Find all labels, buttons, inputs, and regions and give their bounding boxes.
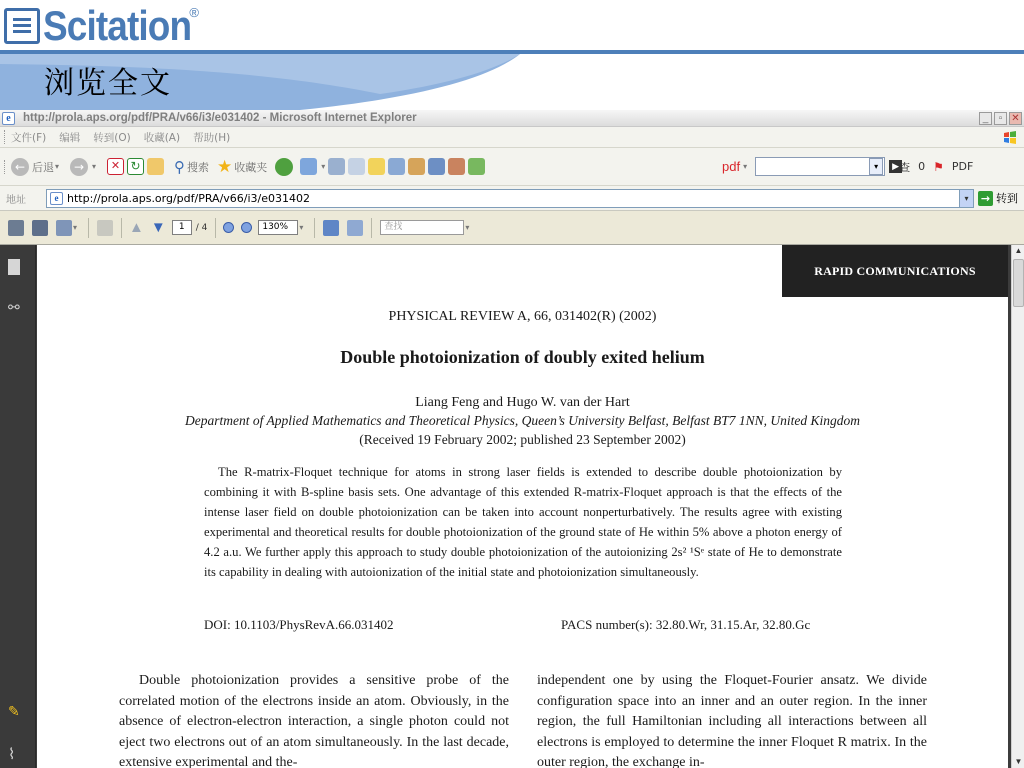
paper-affiliation: Department of Applied Mathematics and Theoretical Physics, Queen’s University Belfast, Belfast BT7 1NN, United Kingdom (184, 413, 861, 428)
body-column-right (537, 671, 927, 768)
back-arrow-icon: ← (11, 158, 29, 176)
registered-mark: ® (189, 4, 199, 20)
minimize-button[interactable]: _ (979, 112, 992, 125)
address-input[interactable] (46, 189, 974, 208)
comments-icon[interactable]: ✎ (8, 703, 20, 719)
history-icon[interactable] (275, 158, 293, 176)
chevron-down-icon: ▾ (55, 162, 60, 171)
menu-edit[interactable]: 编辑 (59, 131, 81, 144)
pdf-button[interactable]: PDF (951, 160, 974, 173)
search-label: 搜索 (187, 160, 210, 174)
toolbar-separator (314, 218, 315, 238)
chevron-down-icon: ▾ (465, 223, 470, 232)
menu-file[interactable]: 文件(F) (11, 131, 47, 144)
messenger-icon[interactable] (408, 158, 425, 175)
notes-icon[interactable] (368, 158, 385, 175)
hand-tool-icon[interactable] (97, 220, 113, 236)
paper-authors: Liang Feng and Hugo W. van der Hart (415, 395, 630, 410)
favorites-label: 收藏夹 (234, 160, 268, 174)
scroll-up-icon[interactable]: ▲ (1014, 246, 1023, 255)
binoculars-icon[interactable]: ⚯ (8, 299, 20, 315)
menu-bar (0, 127, 1024, 148)
slide-title: 浏览全文 (44, 66, 172, 101)
maximize-button[interactable]: ▫ (994, 112, 1007, 125)
ie-logo-icon: e (2, 112, 15, 125)
toolbar-grip[interactable] (4, 130, 7, 144)
back-button[interactable] (11, 158, 62, 176)
print-icon[interactable] (328, 158, 345, 175)
back-label: 后退 (32, 160, 54, 174)
document-icon (4, 8, 40, 44)
mail-icon[interactable] (300, 158, 317, 175)
page-total: / 4 (195, 222, 208, 233)
users-icon[interactable] (468, 158, 485, 175)
title-bar (0, 110, 1024, 127)
zoom-out-icon[interactable] (223, 222, 234, 233)
slide-header (0, 0, 1024, 110)
research-icon[interactable] (388, 158, 405, 175)
address-dropdown[interactable]: ▾ (959, 190, 973, 207)
go-button[interactable] (978, 190, 1018, 206)
paper-dates: (Received 19 February 2002; published 23 September 2002) (359, 432, 686, 447)
next-page-icon[interactable]: ▼ (150, 218, 166, 236)
chevron-down-icon: ▾ (321, 162, 326, 171)
go-arrow-icon: → (978, 191, 993, 206)
previous-page-icon[interactable]: ▲ (129, 218, 144, 236)
search-icon: ⚲ (174, 157, 186, 176)
stop-icon[interactable]: ✕ (107, 158, 124, 175)
acrobat-toolbar (0, 211, 1024, 245)
toolbar-grip[interactable] (4, 160, 7, 174)
search-button[interactable] (174, 158, 209, 176)
paper-title: Double photoionization of doubly exited helium (340, 347, 705, 367)
page-icon: e (50, 192, 63, 205)
go-arrow-icon: ▶ (889, 160, 902, 173)
scitation-logo (4, 2, 199, 50)
window-title: http://prola.aps.org/pdf/PRA/v66/i3/e031402 - Microsoft Internet Explorer (23, 112, 417, 124)
address-bar (0, 186, 1024, 211)
body-text-right: independent one by using the Floquet-Fourier ansatz. We divide configuration space into an inner and an outer region. In the inner region, the full Hamiltonian including all interactions between all electrons is employed to determine the inner Floquet R matrix. In the outer region, the exchange in- (537, 673, 927, 768)
toolbar-separator (371, 218, 372, 238)
address-url: http://prola.aps.org/pdf/PRA/v66/i3/e031402 (67, 192, 311, 205)
chevron-down-icon: ▾ (73, 223, 78, 232)
paper-pacs: PACS number(s): 32.80.Wr, 31.15.Ar, 32.80.Gc (561, 617, 811, 632)
page-number-input[interactable]: 1 (172, 220, 192, 235)
pdf-icon: ⚑ (933, 159, 944, 174)
navigation-pane (0, 245, 36, 768)
fit-width-icon[interactable] (323, 220, 339, 236)
forward-arrow-icon: → (70, 158, 88, 176)
pdf-search-button[interactable]: 查 (899, 160, 911, 174)
toolbar-separator (215, 218, 216, 238)
pdf-label[interactable]: pdf (722, 159, 741, 174)
pages-icon[interactable] (8, 259, 20, 275)
pdf-hit-count: 0 (918, 160, 926, 173)
toolbar-separator (88, 218, 89, 238)
forward-button[interactable] (70, 158, 99, 176)
logo-text: Scitation (43, 2, 192, 49)
body-column-left (119, 671, 509, 768)
contacts-icon[interactable] (448, 158, 465, 175)
scroll-thumb[interactable] (1013, 259, 1024, 307)
calendar-icon[interactable] (428, 158, 445, 175)
save-icon[interactable] (32, 220, 48, 236)
pdf-search-toolbar (722, 157, 973, 176)
vertical-scrollbar[interactable] (1011, 245, 1024, 768)
close-button[interactable]: ✕ (1009, 112, 1022, 125)
address-label: 地址 (6, 194, 26, 206)
edit-icon[interactable] (348, 158, 365, 175)
pdf-search-dropdown[interactable]: ▾ (869, 158, 883, 175)
attachment-icon[interactable]: ⌇ (8, 746, 16, 763)
paper-abstract (204, 462, 842, 582)
standard-toolbar (0, 148, 1024, 186)
refresh-icon[interactable]: ↻ (127, 158, 144, 175)
find-input[interactable]: 查找 (380, 220, 464, 235)
pdf-search-input[interactable] (755, 157, 885, 176)
ie-window (0, 110, 1024, 768)
toolbar-separator (121, 218, 122, 238)
menu-help[interactable]: 帮助(H) (193, 131, 231, 144)
star-icon: ★ (217, 156, 233, 177)
print-icon[interactable] (8, 220, 24, 236)
favorites-button[interactable] (217, 157, 267, 177)
windows-flag-icon (1002, 130, 1018, 145)
chevron-down-icon: ▾ (743, 162, 748, 171)
pdf-page (37, 245, 1008, 768)
zoom-level[interactable]: 130% (258, 220, 298, 235)
fit-page-icon[interactable] (347, 220, 363, 236)
abstract-text: The R-matrix-Floquet technique for atoms in strong laser fields is extended to describe double photoionization by combining it with B-spline basis sets. One advantage of this extended R-matrix-Floquet approach is that the effects of the intense laser field on double photoionization can be taken into account nonperturbatively. The results agree with existing experimental and theoretical results for double photoionization of the ground state of He within 5% above a photon energy of 4.2 a.u. We further apply this approach to study double photoionization of the autoionizing 2s² ¹Sᵉ state of He to demonstrate its capability in dealing with autoionization of the initial state and photoionization simultaneously. (204, 465, 842, 579)
menu-favorites[interactable]: 收藏(A) (143, 131, 181, 144)
menu-goto[interactable]: 转到(O) (93, 131, 131, 144)
chevron-down-icon: ▾ (92, 162, 97, 171)
body-text-left: Double photoionization provides a sensitive probe of the correlated motion of the electrons inside an atom. Obviously, in the absence of electron-electron interaction, a single photon could not eject two electrons out of an atom simultaneously. In the last decade, extensive experimental and the- (119, 673, 509, 768)
rapid-communications-badge: RAPID COMMUNICATIONS (782, 245, 1008, 297)
paper-doi: DOI: 10.1103/PhysRevA.66.031402 (204, 617, 394, 632)
home-icon[interactable] (147, 158, 164, 175)
scroll-down-icon[interactable]: ▼ (1014, 757, 1023, 766)
zoom-in-icon[interactable] (241, 222, 252, 233)
chevron-down-icon: ▾ (299, 223, 304, 232)
pdf-viewer (0, 245, 1024, 768)
journal-citation: PHYSICAL REVIEW A, 66, 031402(R) (2002) (388, 309, 657, 324)
go-label: 转到 (996, 192, 1018, 205)
email-icon[interactable] (56, 220, 72, 236)
